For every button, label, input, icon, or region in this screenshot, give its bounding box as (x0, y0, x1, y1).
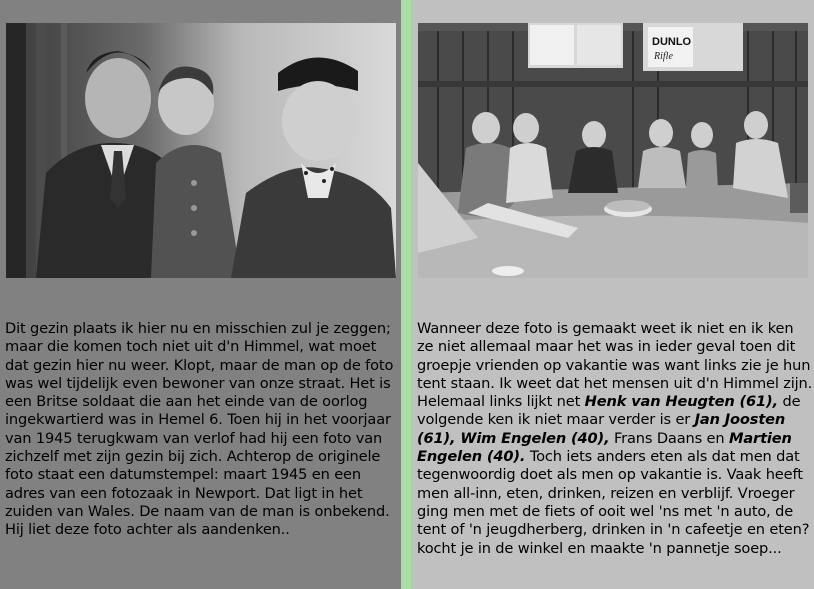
description-text: Toch iets anders eten als dat men dat tegenwoordig doet als men op vakantie is. Vaak heeft men all-inn, eten, drinken, reizen en verblijf. Vroeger ging men met de fiets of ooit wel 'ns met 'n auto, de tent of 'n jeugdherberg, drinken in 'n cafeetje en eten? kocht je in de winkel en maakte 'n pannetje soep... (417, 448, 810, 557)
dunlop-sign-text: DUNLO (652, 36, 692, 48)
description-text: Frans Daans en (609, 429, 729, 447)
person-name-martien: Martien Engelen (40). (417, 429, 792, 466)
left-column (0, 0, 401, 589)
column-divider (401, 0, 411, 589)
campers-photo-description (417, 320, 813, 558)
dunlop-sign-subtext: Rifle (654, 51, 673, 62)
person-name-henk: Henk van Heugten (61), (584, 393, 778, 411)
right-column (411, 0, 814, 589)
family-portrait-photo (6, 23, 396, 278)
campers-eating-photo (418, 23, 808, 278)
description-text: Wanneer deze foto is gemaakt weet ik niet en ik ken ze niet allemaal maar het was in ieder geval toen dit groepje vrienden op vakantie was want links zie je hun tent staan. Ik weet dat het mensen uit d'n Himmel zijn. Helemaal links lijkt net (417, 320, 813, 411)
description-text: de volgende ken ik niet maar verder is er (417, 393, 801, 429)
family-photo-description: Dit gezin plaats ik hier nu en misschien zul je zeggen; maar die komen toch niet uit d'n Himmel, wat moet dat gezin hier nu weer. Klopt, maar de man op de foto was wel tijdelijk even bewoner van onze straat. Het is een Britse soldaat die aan het einde van de oorlog ingekwartierd was in Hemel 6. Toen hij in het voorjaar van 1945 terugkwam van verlof had hij een foto van zichzelf met zijn gezin bij zich. Achterop de originele foto staat een datumstempel: maart 1945 en een adres van een fotozaak in Newport. Dat ligt in het zuiden van Wales. De naam van de man is onbekend. Hij liet deze foto achter als aandenken.. (5, 320, 394, 539)
person-names-jan-wim: Jan Joosten (61), Wim Engelen (40), (417, 411, 786, 447)
